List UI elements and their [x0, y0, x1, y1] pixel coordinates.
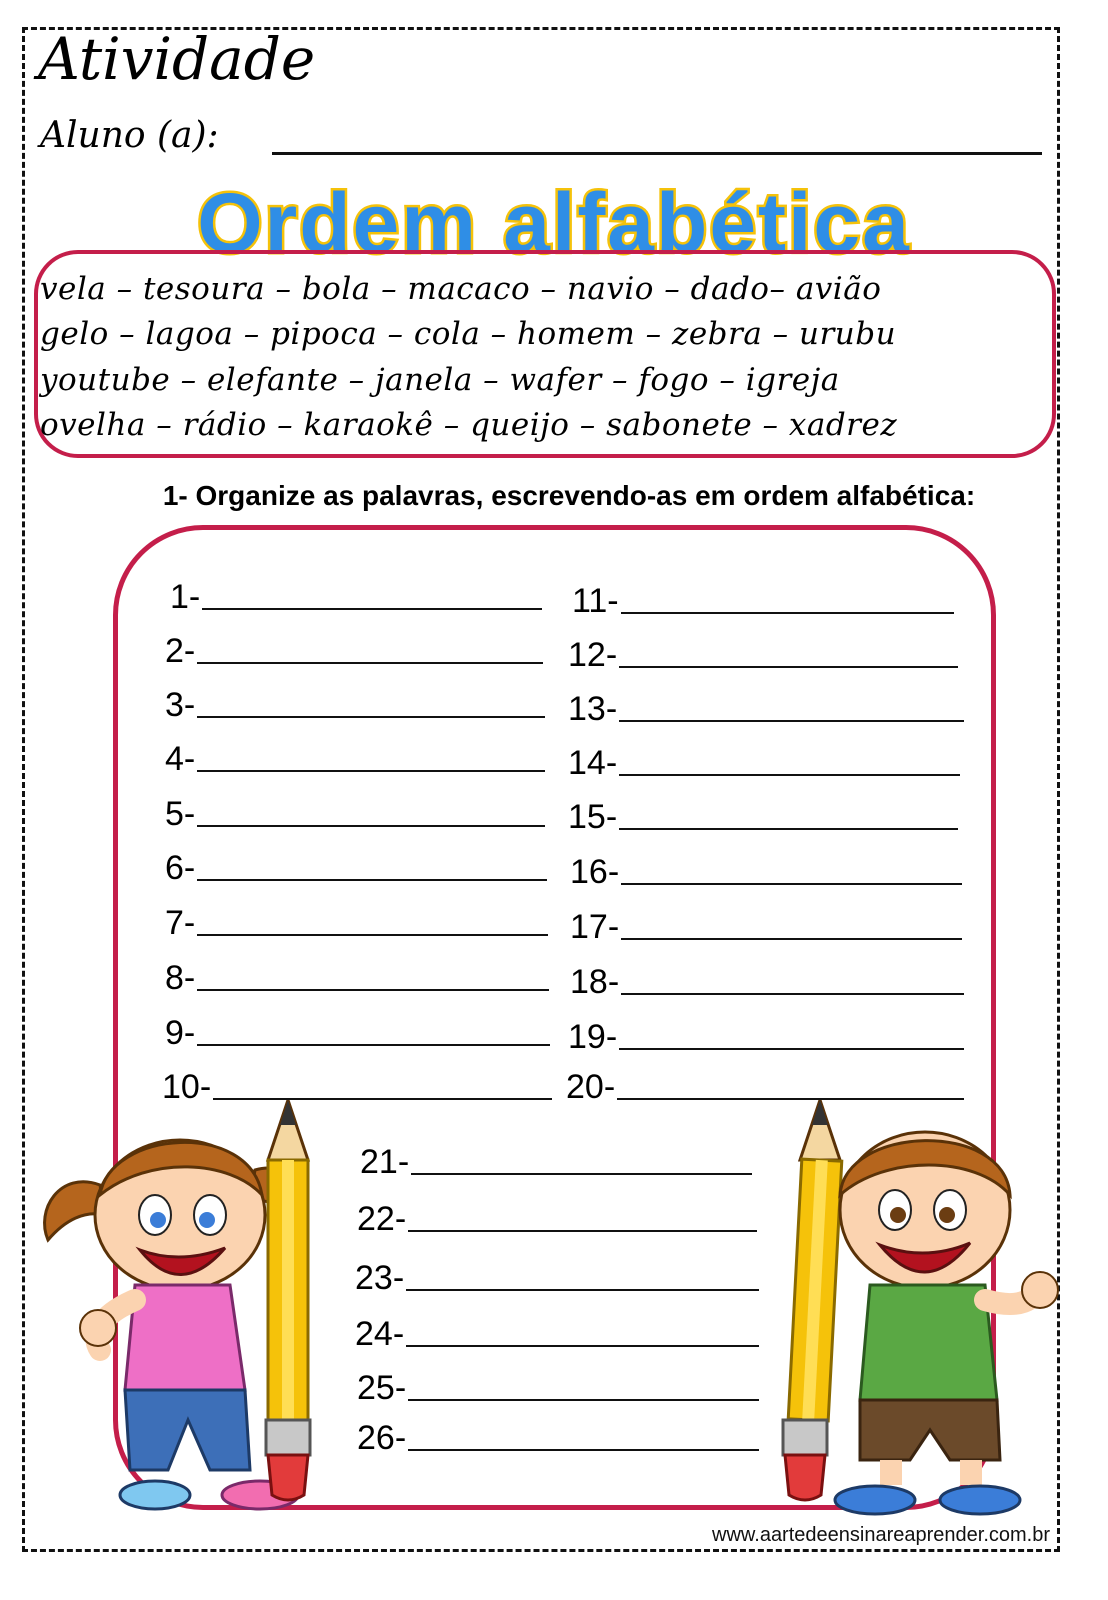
- answer-blank[interactable]: [621, 883, 962, 885]
- answer-line-26[interactable]: [357, 1411, 759, 1455]
- answer-blank[interactable]: [406, 1345, 759, 1347]
- answer-line-24[interactable]: [355, 1307, 759, 1351]
- answer-line-19[interactable]: [568, 1010, 964, 1054]
- pencil-icon: [266, 1100, 310, 1500]
- answer-blank[interactable]: [619, 774, 960, 776]
- answer-blank[interactable]: [621, 612, 954, 614]
- answer-line-4[interactable]: [165, 732, 545, 776]
- answer-blank[interactable]: [411, 1173, 752, 1175]
- answer-line-14[interactable]: [568, 736, 960, 780]
- word-row-1: vela – tesoura – bola – macaco – navio – dado– avião: [40, 271, 882, 307]
- answer-number: 17-: [570, 908, 620, 946]
- answer-blank[interactable]: [197, 662, 543, 664]
- answer-number: 11-: [572, 582, 619, 620]
- answer-number: 16-: [570, 853, 620, 891]
- answer-number: 25-: [357, 1369, 407, 1407]
- answer-blank[interactable]: [619, 1048, 964, 1050]
- answer-number: 13-: [568, 690, 618, 728]
- answer-blank[interactable]: [408, 1230, 757, 1232]
- answer-number: 4-: [165, 740, 196, 778]
- answer-number: 12-: [568, 636, 618, 674]
- activity-heading: Atividade: [38, 25, 316, 93]
- answer-blank[interactable]: [197, 934, 548, 936]
- answer-line-21[interactable]: [360, 1135, 752, 1179]
- answer-blank[interactable]: [197, 879, 547, 881]
- pencil-icon: [783, 1100, 842, 1500]
- answer-line-9[interactable]: [165, 1006, 550, 1050]
- answer-line-20[interactable]: [566, 1060, 964, 1104]
- answer-blank[interactable]: [619, 720, 964, 722]
- answer-line-18[interactable]: [570, 955, 964, 999]
- answer-blank[interactable]: [619, 828, 958, 830]
- answer-number: 5-: [165, 795, 196, 833]
- answer-line-5[interactable]: [165, 787, 545, 831]
- answer-number: 2-: [165, 632, 196, 670]
- answer-blank[interactable]: [408, 1399, 759, 1401]
- answer-number: 26-: [357, 1419, 407, 1457]
- boy-illustration: [735, 1100, 1070, 1520]
- answer-number: 8-: [165, 959, 196, 997]
- answer-line-10[interactable]: [162, 1060, 552, 1104]
- answer-line-22[interactable]: [357, 1192, 757, 1236]
- answer-number: 21-: [360, 1143, 410, 1181]
- answer-line-6[interactable]: [165, 841, 547, 885]
- answer-line-1[interactable]: [170, 570, 542, 614]
- answer-line-16[interactable]: [570, 845, 962, 889]
- student-label: Aluno (a):: [40, 115, 219, 156]
- answer-number: 19-: [568, 1018, 618, 1056]
- answer-line-11[interactable]: [572, 574, 954, 618]
- answer-number: 1-: [170, 578, 201, 616]
- word-row-2: gelo – lagoa – pipoca – cola – homem – zebra – urubu: [40, 316, 897, 352]
- answer-line-8[interactable]: [165, 951, 549, 995]
- answer-number: 7-: [165, 904, 196, 942]
- answer-blank[interactable]: [621, 993, 964, 995]
- answer-blank[interactable]: [197, 825, 545, 827]
- answer-blank[interactable]: [197, 716, 545, 718]
- footer-url: www.aartedeensinareaprender.com.br: [712, 1524, 1050, 1546]
- worksheet-title-text: Ordem alfabética: [197, 180, 911, 270]
- answer-number: 14-: [568, 744, 618, 782]
- answer-number: 15-: [568, 798, 618, 836]
- word-row-4: ovelha – rádio – karaokê – queijo – sabonete – xadrez: [40, 407, 898, 443]
- answer-line-13[interactable]: [568, 682, 964, 726]
- answer-line-15[interactable]: [568, 790, 958, 834]
- answer-line-23[interactable]: [355, 1251, 759, 1295]
- answer-blank[interactable]: [621, 938, 962, 940]
- answer-line-25[interactable]: [357, 1361, 759, 1405]
- word-row-3: youtube – elefante – janela – wafer – fogo – igreja: [40, 362, 840, 398]
- answer-blank[interactable]: [619, 666, 958, 668]
- answer-line-7[interactable]: [165, 896, 548, 940]
- student-name-field[interactable]: [272, 152, 1042, 155]
- answer-blank[interactable]: [408, 1449, 759, 1451]
- answer-number: 20-: [566, 1068, 616, 1106]
- answer-number: 22-: [357, 1200, 407, 1238]
- answer-blank[interactable]: [406, 1289, 759, 1291]
- answer-line-17[interactable]: [570, 900, 962, 944]
- answer-blank[interactable]: [197, 1044, 550, 1046]
- answer-blank[interactable]: [202, 608, 542, 610]
- answer-blank[interactable]: [197, 989, 549, 991]
- answer-number: 3-: [165, 686, 196, 724]
- answer-number: 18-: [570, 963, 620, 1001]
- answer-number: 10-: [162, 1068, 212, 1106]
- answer-line-2[interactable]: [165, 624, 543, 668]
- answer-number: 24-: [355, 1315, 405, 1353]
- answer-blank[interactable]: [197, 770, 545, 772]
- answer-line-12[interactable]: [568, 628, 958, 672]
- girl-illustration: [30, 1100, 360, 1520]
- boy-icon: [835, 1132, 1058, 1514]
- answer-number: 6-: [165, 849, 196, 887]
- answer-line-3[interactable]: [165, 678, 545, 722]
- answer-number: 23-: [355, 1259, 405, 1297]
- instruction-text: 1- Organize as palavras, escrevendo-as em ordem alfabética:: [162, 480, 976, 511]
- answer-number: 9-: [165, 1014, 196, 1052]
